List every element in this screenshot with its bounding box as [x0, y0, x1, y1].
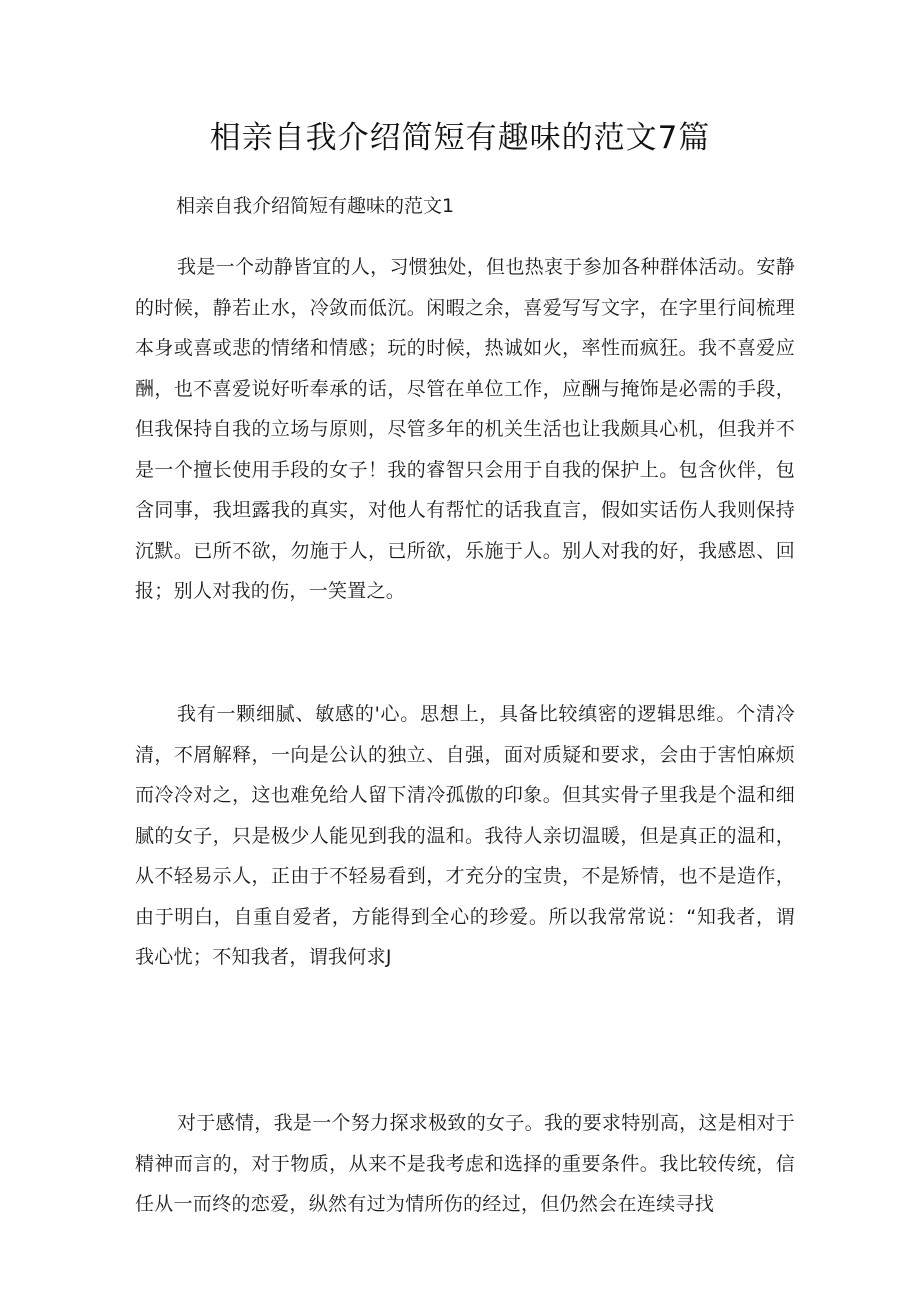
- document-title: 相亲自我介绍简短有趣味的范文7篇: [209, 120, 711, 156]
- paragraph-2: 我有一颗细腻、敏感的'心。思想上，具备比较缜密的逻辑思维。个清冷清，不屑解释，一向是公认的独立、自强，面对质疑和要求，会由于害怕麻烦而冷冷对之，这也难免给人留下清冷孤傲的印象。但其实骨子里我是个温和细腻的女子，只是极少人能见到我的温和。我待人亲切温暖，但是真正的温和，从不轻易示人，正由于不轻易看到，才充分的宝贵，不是矫情，也不是造作，由于明白，自重自爱者，方能得到全心的珍爱。所以我常常说：“知我者，谓我心忧；不知我者，谓我何求J: [135, 703, 795, 968]
- section-heading: 相亲自我介绍简短有趣味的范文1: [176, 195, 455, 217]
- paragraph-3: 对于感情，我是一个努力探求极致的女子。我的要求特别高，这是相对于精神而言的，对于物质，从来不是我考虑和选择的重要条件。我比较传统，信任从一而终的恋爱，纵然有过为情所伤的经过，但仍然会在连续寻找: [135, 1112, 795, 1215]
- paragraph-1: 我是一个动静皆宜的人，习惯独处，但也热衷于参加各种群体活动。安静的时候，静若止水，冷敛而低沉。闲暇之余，喜爱写写文字，在字里行间梳理本身或喜或悲的情绪和情感；玩的时候，热诚如火，率性而疯狂。我不喜爱应酬，也不喜爱说好听奉承的话，尽管在单位工作，应酬与掩饰是必需的手段，但我保持自我的立场与原则，尽管多年的机关生活也让我颇具心机，但我并不是一个擅长使用手段的女子！我的睿智只会用于自我的保护上。包含伙伴，包含同事，我坦露我的真实，对他人有帮忙的话我直言，假如实话伤人我则保持沉默。已所不欲，勿施于人，已所欲，乐施于人。别人对我的好，我感恩、回报；别人对我的伤，一笑置之。: [135, 256, 795, 602]
